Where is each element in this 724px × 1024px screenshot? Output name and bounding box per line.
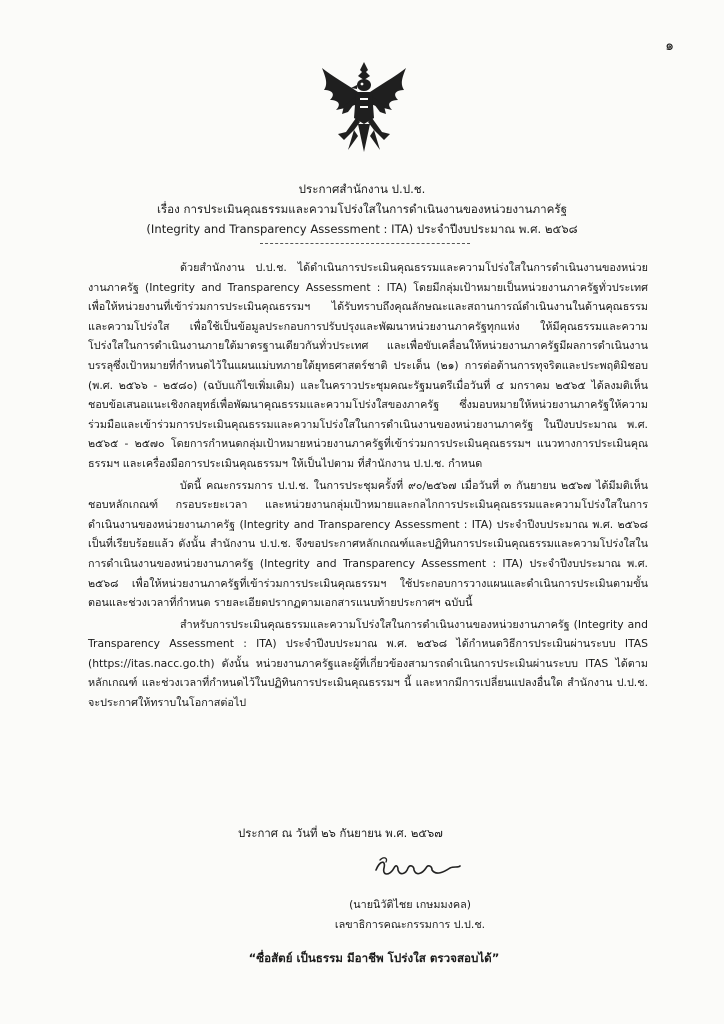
page-number: ๑ [665,38,674,54]
organization-slogan: “ซื่อสัตย์ เป็นธรรม มีอาชีพ โปร่งใส ตรวจสอบได้” [248,951,500,965]
signer-title: เลขาธิการคณะกรรมการ ป.ป.ช. [334,918,486,931]
header-divider [260,243,470,244]
announcement-issuer: ประกาศสำนักงาน ป.ป.ช. [298,182,426,196]
body-paragraph-3: สำหรับการประเมินคุณธรรมและความโปร่งใสในการดำเนินงานของหน่วยงานภาครัฐ (Integrity and Transparency Assessment : ITA) ประจำปีงบประมาณ พ.ศ. ๒๕๖๘ ได้กำหนดวิธีการประเมินผ่านระบบ ITAS (https://itas.nacc.go.th) ดังนั้น หน่วยงานภาครัฐและผู้ที่เกี่ยวข้องสามารถดำเนินการประเมินผ่านระบบ ITAS ได้ตามหลักเกณฑ์ และช่วงเวลาที่กำหนดไว้ในปฏิทินการประเมินคุณธรรมฯ นี้ และหากมีการเปลี่ยนแปลงอื่นใด สำนักงาน ป.ป.ช. จะประกาศให้ทราบในโอกาสต่อไป [88,617,648,710]
announcement-date: ประกาศ ณ วันที่ ๒๖ กันยายน พ.ศ. ๒๕๖๗ [238,826,443,840]
garuda-emblem-icon [318,60,410,158]
signer-name: (นายนิวัติไชย เกษมมงคล) [349,898,471,911]
body-paragraph-1: ด้วยสำนักงาน ป.ป.ช. ได้ดำเนินการประเมินคุณธรรมและความโปร่งใสในการดำเนินงานของหน่วยงานภาครัฐ (Integrity and Transparency Assessment : ITA) โดยมีกลุ่มเป้าหมายเป็นหน่วยงานภาครัฐทั่วประเทศ เพื่อให้หน่วยงานที่เข้าร่วมการประเมินคุณธรรมฯ ได้รับทราบถึงคุณลักษณะและสถานการณ์ดำเนินงานในด้านคุณธรรมและความโปร่งใส เพื่อใช้เป็นข้อมูลประกอบการปรับปรุงและพัฒนาหน่วยงานภาครัฐทุกแห่ง ให้มีคุณธรรมและความโปร่งใสในการดำเนินงานภายใต้มาตรฐานเดียวกันทั่วประเทศ และเพื่อขับเคลื่อนให้หน่วยงานภาครัฐมีผลการดำเนินงานบรรลุซึ่งเป้าหมายที่กำหนดไว้ในแผนแม่บทภายใต้ยุทธศาสตร์ชาติ ประเด็น (๒๑) การต่อต้านการทุจริตและประพฤติมิชอบ (พ.ศ. ๒๕๖๖ - ๒๕๘๐) (ฉบับแก้ไขเพิ่มเติม) และในคราวประชุมคณะรัฐมนตรีเมื่อวันที่ ๔ มกราคม ๒๕๖๕ ได้ลงมติเห็นชอบข้อเสนอแนะเชิงกลยุทธ์เพื่อพัฒนาคุณธรรมและความโปร่งใสของภาครัฐ ซึ่งมอบหมายให้หน่วยงานภาครัฐให้ความร่วมมือและเข้าร่วมการประเมินคุณธรรมและความโปร่งใสในการดำเนินงานของหน่วยงานภาครัฐ ในปีงบประมาณ พ.ศ. ๒๕๖๕ - ๒๕๗๐ โดยการกำหนดกลุ่มเป้าหมายหน่วยงานภาครัฐที่เข้าร่วมการประเมินคุณธรรมฯ แนวทางการประเมินคุณธรรมฯ และเครื่องมือการประเมินคุณธรรมฯ ให้เป็นไปตาม ที่สำนักงาน ป.ป.ช. กำหนด [88,261,648,470]
handwritten-signature [370,846,466,886]
announcement-body [88,258,648,713]
announcement-subject-english: (Integrity and Transparency Assessment : ITA) ประจำปีงบประมาณ พ.ศ. ๒๕๖๘ [146,222,578,236]
body-paragraph-2: บัดนี้ คณะกรรมการ ป.ป.ช. ในการประชุมครั้งที่ ๙๐/๒๕๖๗ เมื่อวันที่ ๓ กันยายน ๒๕๖๗ ได้มีมติเห็นชอบหลักเกณฑ์ กรอบระยะเวลา และหน่วยงานกลุ่มเป้าหมายและกลไกการประเมินคุณธรรมและความโปร่งใสในการดำเนินงานของหน่วยงานภาครัฐ (Integrity and Transparency Assessment : ITA) ประจำปีงบประมาณ พ.ศ. ๒๕๖๘ เป็นที่เรียบร้อยแล้ว ดังนั้น สำนักงาน ป.ป.ช. จึงขอประกาศหลักเกณฑ์และปฏิทินการประเมินคุณธรรมและความโปร่งใสในการดำเนินงานของหน่วยงานภาครัฐ (Integrity and Transparency Assessment : ITA) ประจำปีงบประมาณ พ.ศ. ๒๕๖๘ เพื่อให้หน่วยงานภาครัฐที่เข้าร่วมการประเมินคุณธรรมฯ ใช้ประกอบการวางแผนและดำเนินการประเมินตามขั้นตอนและช่วงเวลาที่กำหนด รายละเอียดปรากฏตามเอกสารแนบท้ายประกาศฯ ฉบับนี้ [88,478,648,610]
announcement-subject: เรื่อง การประเมินคุณธรรมและความโปร่งใสในการดำเนินงานของหน่วยงานภาครัฐ [156,202,568,216]
